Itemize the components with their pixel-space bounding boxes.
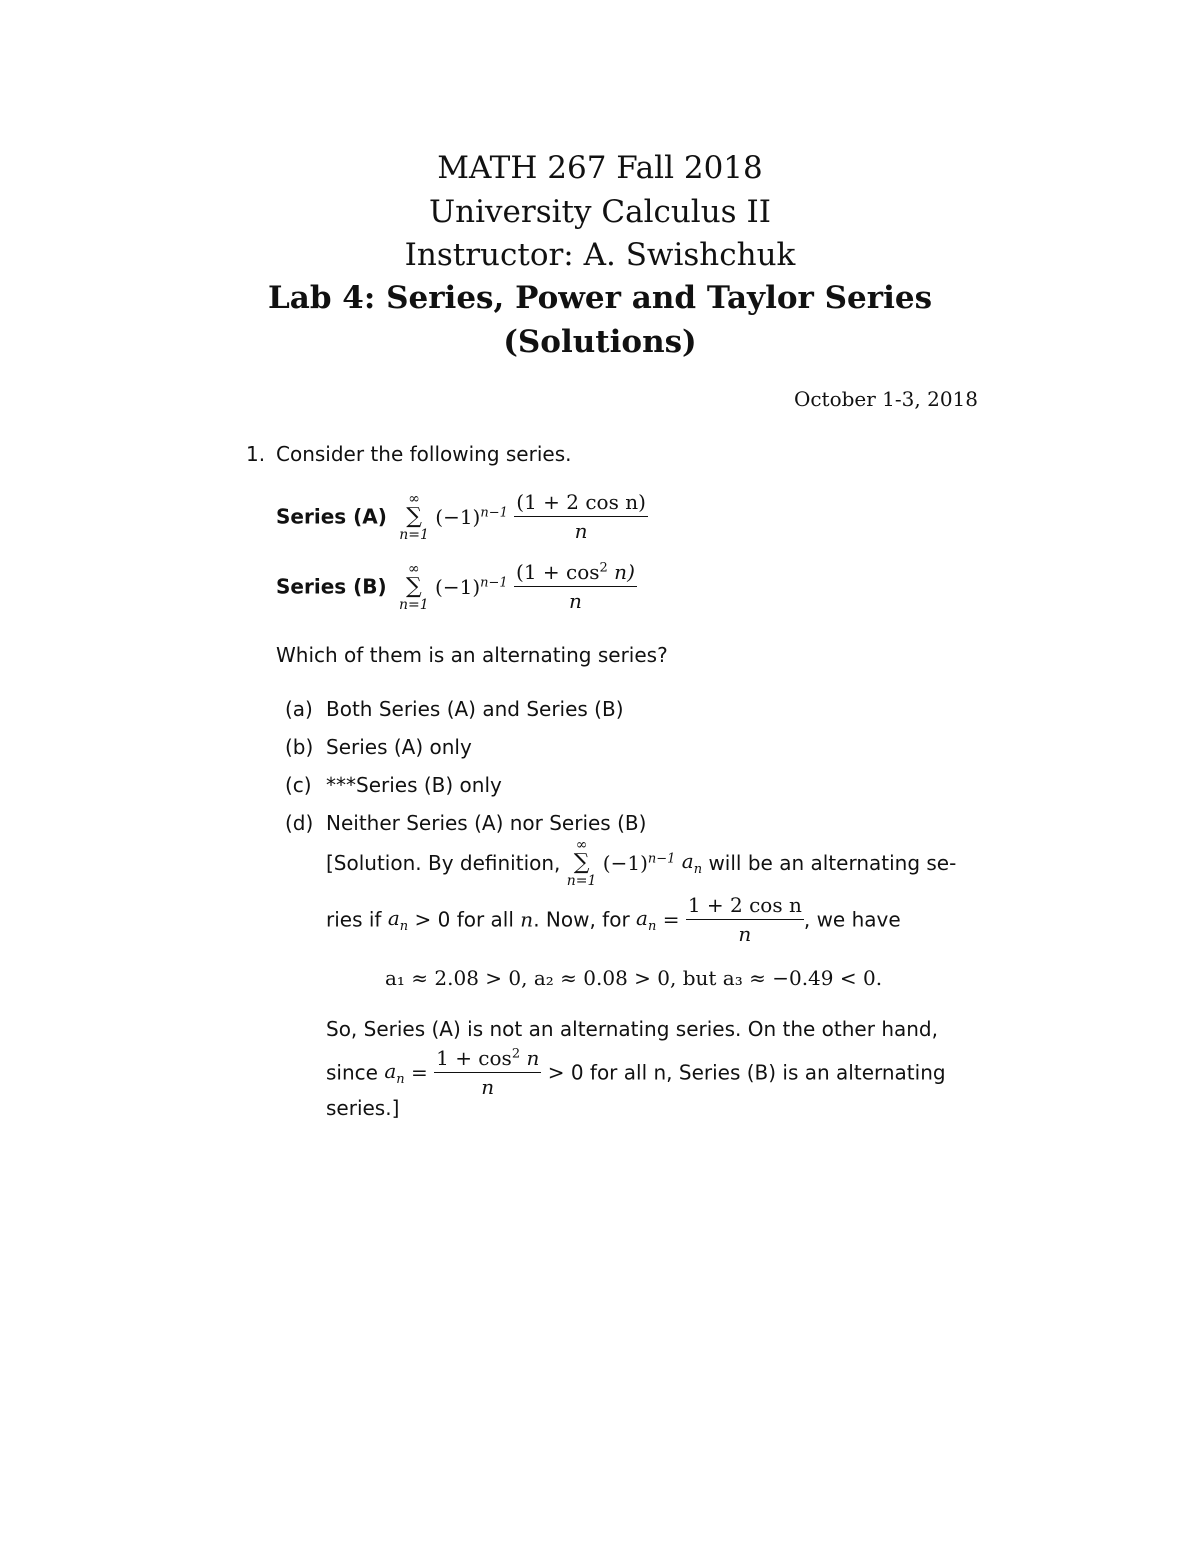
series-a-fraction: $\frac{\text{(1 + 2 cos n)}}{n}$ <box>516 490 646 543</box>
solution-line-5: series.] <box>326 1096 400 1120</box>
instructor-line: Instructor: A. Swishchuk <box>404 237 796 273</box>
lab-date: October 1-3, 2018 <box>793 387 978 411</box>
sum-symbol: ∞ ∑ n=1 <box>566 837 597 889</box>
option-c-key: (c) <box>285 773 312 797</box>
sign-factor: $(-1)^{n-1}$ <box>435 574 508 599</box>
option-c-text: ***Series (B) only <box>326 773 502 797</box>
lab-title: Lab 4: Series, Power and Taylor Series <box>267 280 933 316</box>
question-number: 1. <box>246 442 266 466</box>
which-question: Which of them is an alternating series? <box>276 643 668 667</box>
option-d-key: (d) <box>285 811 314 835</box>
course-title: MATH 267 Fall 2018 <box>437 150 763 186</box>
option-d-text: Neither Series (A) nor Series (B) <box>326 811 647 835</box>
solution-line-3: So, Series (A) is not an alternating series. On the other hand, <box>326 1017 938 1041</box>
option-b-text: Series (A) only <box>326 735 472 759</box>
series-a <box>276 490 648 543</box>
series-b <box>276 560 637 613</box>
solution-line-2: ries if $a_n > 0$ for all n. Now, for $a_n$ = $\frac{\text{1 + 2 cos n}}{n}$ , we have <box>326 893 901 946</box>
solution-fraction-a: $\frac{\text{1 + 2 cos n}}{n}$ <box>687 893 802 946</box>
lab-title-solutions: (Solutions) <box>503 324 697 360</box>
solution-line-1: [Solution. By definition, ∞ ∑ n=1 $(-1)^{n-1}$ $a_n$ will be an alternating se- <box>326 837 957 889</box>
series-b-label: Series (B) <box>276 574 387 599</box>
sum-symbol: ∞ ∑ n=1 <box>399 560 429 613</box>
series-a-label: Series (A) <box>276 504 387 529</box>
course-subtitle: University Calculus II <box>429 194 771 230</box>
solution-display-equation: a₁ ≈ 2.08 > 0, a₂ ≈ 0.08 > 0, but a₃ ≈ −0.49 < 0. <box>385 966 883 990</box>
option-a-text: Both Series (A) and Series (B) <box>326 697 624 721</box>
option-a-key: (a) <box>285 697 313 721</box>
question-prompt: Consider the following series. <box>276 442 572 466</box>
solution-line-4: since $a_n$ = $\frac{1 + \cos^2 n}{n}$ > 0 for all n, Series (B) is an alternating <box>326 1046 946 1099</box>
series-b-fraction: $\frac{(1 + \cos^2 n)}{n}$ <box>516 560 635 613</box>
solution-fraction-b: $\frac{1 + \cos^2 n}{n}$ <box>436 1046 540 1099</box>
sign-factor: $(-1)^{n-1}$ <box>435 504 508 529</box>
option-b-key: (b) <box>285 735 314 759</box>
sum-symbol: ∞ ∑ n=1 <box>399 490 429 543</box>
